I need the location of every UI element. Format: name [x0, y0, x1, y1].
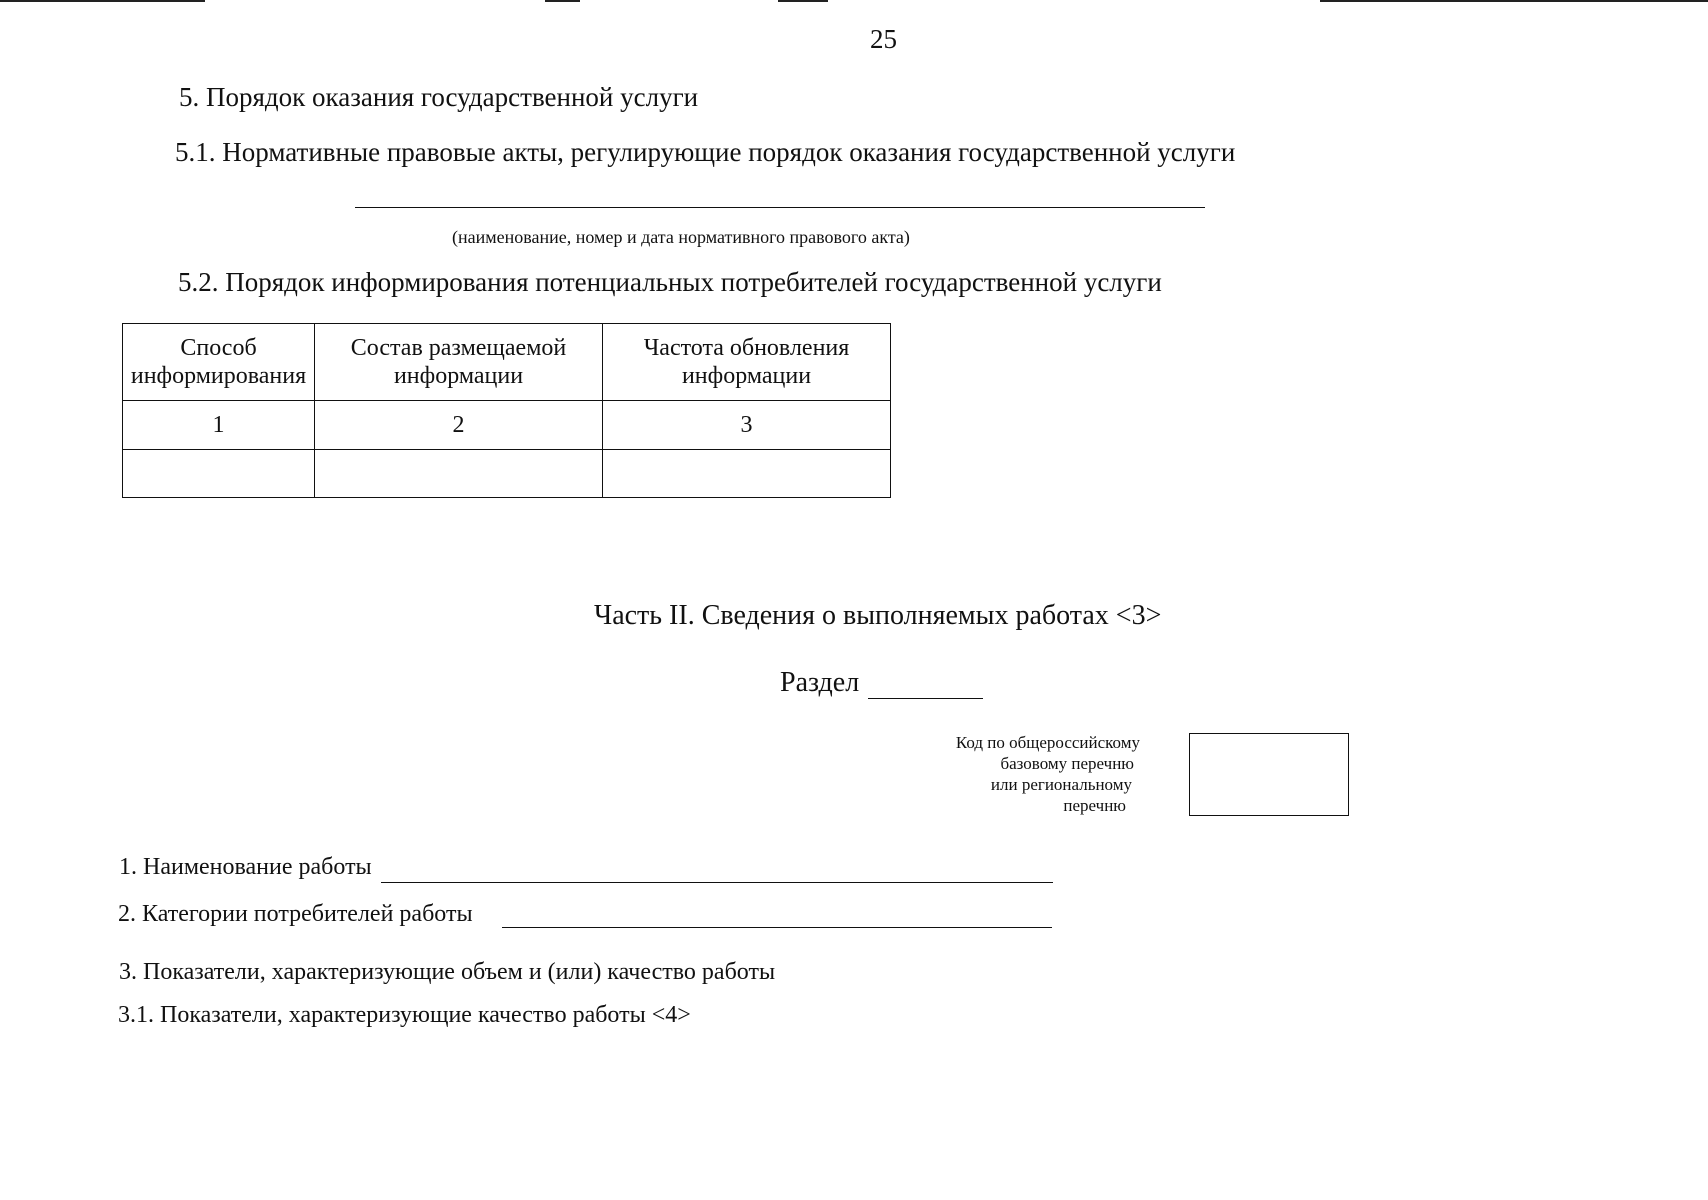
column-number: 2 — [315, 401, 603, 450]
scan-edge-line — [0, 0, 205, 2]
work-consumers-label: 2. Категории потребителей работы — [118, 901, 473, 927]
section-number-field-line[interactable] — [868, 698, 983, 699]
code-box[interactable] — [1189, 733, 1349, 816]
table-number-row — [123, 401, 891, 450]
work-name-field-line[interactable] — [381, 882, 1053, 883]
table-row — [123, 450, 891, 498]
table-cell[interactable] — [123, 450, 315, 498]
page-number: 25 — [870, 24, 897, 54]
section-5-2-title: 5.2. Порядок информирования потенциальных потребителей государственной услуги — [178, 267, 1162, 297]
work-quality-indicators-label: 3.1. Показатели, характеризующие качество работы <4> — [118, 1002, 691, 1028]
work-consumers-field-line[interactable] — [502, 927, 1052, 928]
column-number: 1 — [123, 401, 315, 450]
code-label-line: Код по общероссийскому — [955, 733, 1140, 752]
header-cell-frequency — [603, 324, 891, 401]
code-label-line: или региональному — [990, 775, 1132, 794]
table-cell[interactable] — [603, 450, 891, 498]
part-2-title: Часть II. Сведения о выполняемых работах <3> — [594, 600, 1162, 631]
header-text: информирования — [130, 363, 307, 389]
table-cell[interactable] — [315, 450, 603, 498]
work-name-label: 1. Наименование работы — [119, 854, 372, 880]
informing-table — [122, 323, 891, 498]
header-text: информации — [681, 363, 812, 389]
column-number: 3 — [603, 401, 891, 450]
work-indicators-label: 3. Показатели, характеризующие объем и (или) качество работы — [119, 959, 776, 985]
section-label: Раздел — [780, 667, 860, 698]
header-text: Способ — [180, 335, 257, 361]
table-header-row — [123, 324, 891, 401]
code-label-line: базовому перечню — [1000, 754, 1134, 773]
code-label-line: перечню — [1063, 796, 1126, 815]
header-text: Состав размещаемой — [350, 335, 567, 361]
section-5-title: 5. Порядок оказания государственной услуги — [179, 82, 699, 112]
header-cell-method — [123, 324, 315, 401]
header-text: Частота обновления — [643, 335, 850, 361]
header-cell-content — [315, 324, 603, 401]
scan-edge-line — [545, 0, 580, 2]
normative-act-caption: (наименование, номер и дата нормативного правового акта) — [452, 227, 910, 247]
scan-edge-line — [778, 0, 828, 2]
section-5-1-title: 5.1. Нормативные правовые акты, регулирующие порядок оказания государственной услуги — [175, 137, 1236, 167]
header-text: информации — [393, 363, 524, 389]
code-label — [890, 732, 1140, 816]
normative-act-field-line — [355, 207, 1205, 208]
scan-edge-line — [1320, 0, 1708, 2]
